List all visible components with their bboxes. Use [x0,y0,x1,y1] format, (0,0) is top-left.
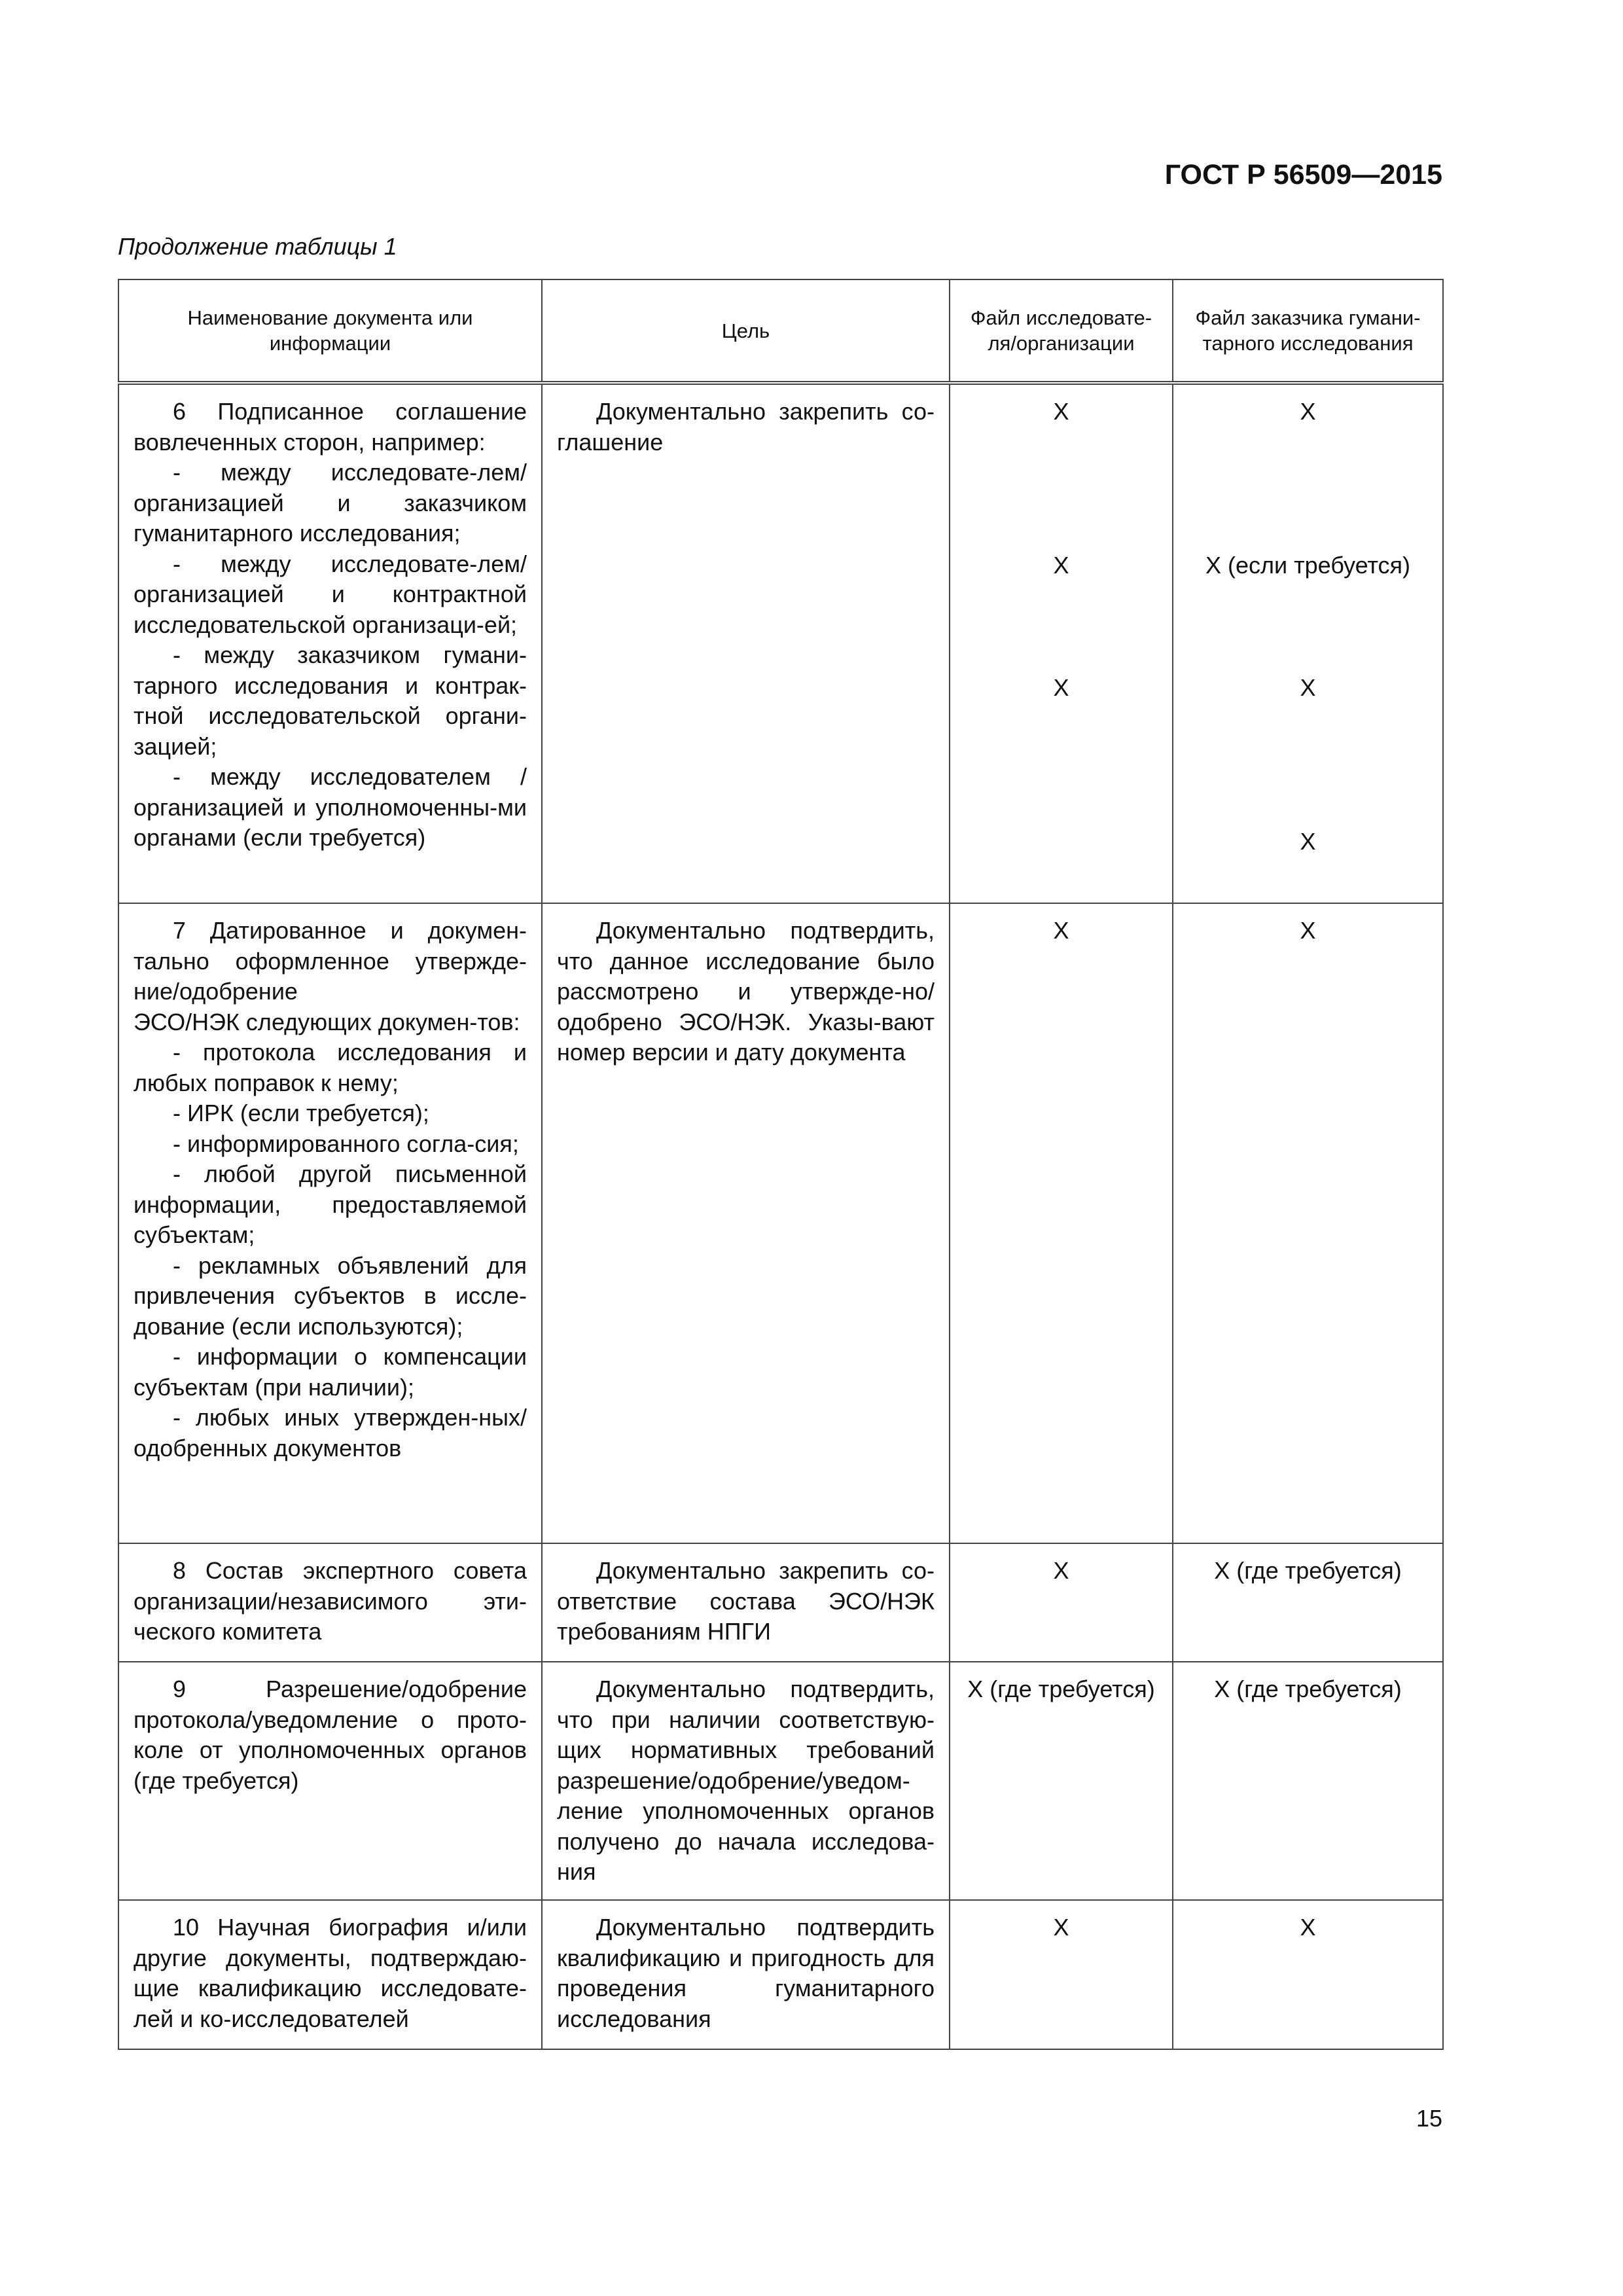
file-mark: X [1053,398,1069,425]
file-mark: X [1053,917,1069,944]
document-name-text: - информации о компенсации субъектам (при наличии); [134,1343,527,1401]
investigator-file-cell [950,383,1173,903]
document-name-text: - протокола исследования и любых поправок к нему; [134,1039,527,1096]
documents-table [118,279,1444,2050]
file-mark: X (если требуется) [1205,551,1411,579]
document-name-text: - между заказчиком гумани-тарного исследования и контрак-тной исследовательской органи-зацией; [134,641,527,760]
investigator-file-cell [950,1900,1173,2049]
file-mark: X [1300,398,1316,425]
purpose-cell: Документально подтвердить, что при наличии соответствую-щих нормативных требований разрешение/одобрение/уведом-ление уполномоченных органов получено до начала исследова-ния [542,1662,950,1900]
investigator-file-cell [950,1662,1173,1900]
file-mark: X [1300,827,1316,855]
sponsor-file-cell [1173,903,1443,1543]
purpose-cell: Документально подтвердить квалификацию и пригодность для проведения гуманитарного исследования [542,1900,950,2049]
investigator-file-cell [950,903,1173,1543]
document-name-text: - между исследовате-лем/организацией и заказчиком гуманитарного исследования; [134,459,527,547]
table-row [118,1662,1443,1900]
sponsor-file-cell [1173,1662,1443,1900]
document-name-cell [118,383,542,903]
document-name-text: 6 Подписанное соглашение вовлеченных сторон, например: [134,398,527,456]
table-row [118,1900,1443,2049]
document-name-text: - рекламных объявлений для привлечения субъектов в иссле-дование (если используются); [134,1251,527,1340]
document-name-text: - между исследовате-лем/организацией и контрактной исследовательской организаци-ей; [134,550,527,638]
sponsor-file-cell [1173,1900,1443,2049]
document-name-text: - любой другой письменной информации, предоставляемой субъектам; [134,1160,527,1248]
file-mark: X [1300,917,1316,944]
column-header-sponsor-file: Файл заказчика гумани-тарного исследования [1173,279,1443,383]
page-number: 15 [1416,2105,1442,2132]
table-row [118,903,1443,1543]
sponsor-file-cell [1173,1543,1443,1662]
sponsor-file-cell [1173,383,1443,903]
column-header-purpose: Цель [542,279,950,383]
document-name-text: - между исследователем /организацией и уполномоченны-ми органами (если требуется) [134,763,527,851]
purpose-cell: Документально закрепить со-глашение [542,383,950,903]
table-continuation-caption: Продолжение таблицы 1 [118,233,397,260]
document-name-text: 7 Датированное и докумен-тально оформленное утвержде-ние/одобрение [134,917,527,1005]
document-name-cell: 10 Научная биография и/или другие документы, подтверждаю-щие квалификацию исследовате-лей и ко-исследователей [118,1900,542,2049]
document-name-cell: 8 Состав экспертного совета организации/независимого эти-ческого комитета [118,1543,542,1662]
column-header-document: Наименование документа или информации [118,279,542,383]
purpose-cell: Документально подтвердить, что данное исследование было рассмотрено и утвержде-но/одобрено ЭСО/НЭК. Указы-вают номер версии и дату документа [542,903,950,1543]
file-mark: X [1300,674,1316,701]
file-mark: X [1300,1914,1316,1941]
document-name-text: ЭСО/НЭК следующих докумен-тов: [134,1008,520,1035]
file-mark: X (где требуется) [967,1676,1155,1702]
file-mark: X [1053,551,1069,579]
column-header-investigator-file: Файл исследовате-ля/организации [950,279,1173,383]
document-name-cell [118,903,542,1543]
document-name-text: - информированного согла-сия; [173,1130,519,1157]
investigator-file-cell [950,1543,1173,1662]
purpose-cell: Документально закрепить со-ответствие состава ЭСО/НЭК требованиям НПГИ [542,1543,950,1662]
table-row [118,383,1443,903]
file-mark: X (где требуется) [1214,1557,1402,1584]
file-mark: X [1053,674,1069,701]
table-header-row [118,279,1443,383]
document-name-text: - любых иных утвержден-ных/одобренных документов [134,1404,527,1462]
file-mark: X [1053,1914,1069,1941]
document-name-text: - ИРК (если требуется); [173,1100,429,1126]
document-name-cell: 9 Разрешение/одобрение протокола/уведомление о прото-коле от уполномоченных органов (где требуется) [118,1662,542,1900]
file-mark: X [1053,1557,1069,1584]
table-row [118,1543,1443,1662]
standard-code: ГОСТ Р 56509—2015 [1164,159,1442,190]
file-mark: X (где требуется) [1214,1676,1402,1702]
